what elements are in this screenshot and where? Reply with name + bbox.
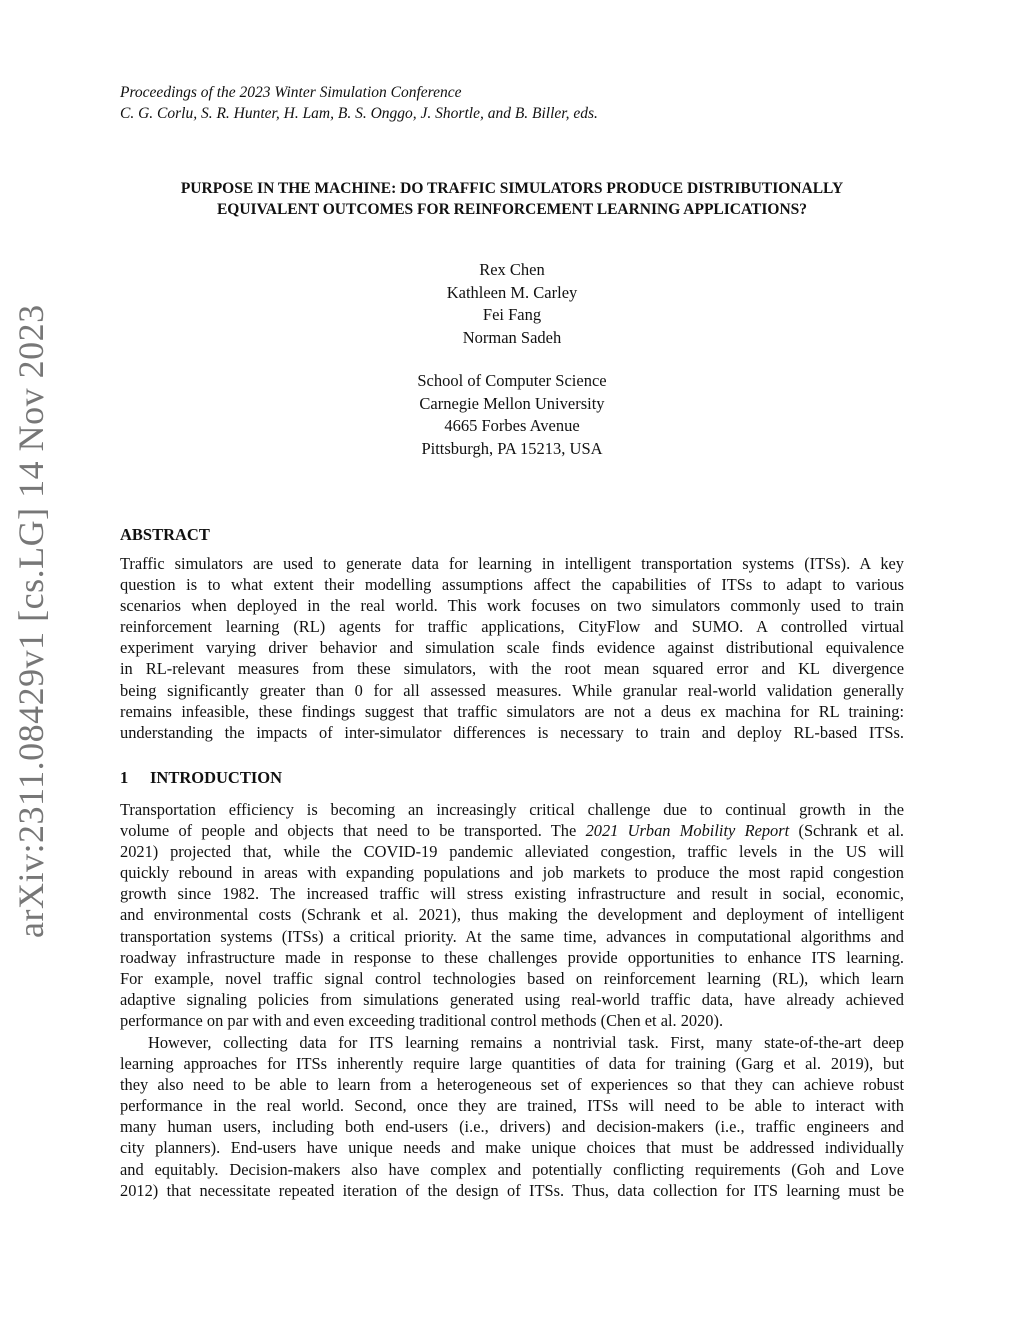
abstract-line: scenarios when deployed in the real world. This work focuses on two simulators commonly used to train [120,596,904,616]
paragraph-line: Transportation efficiency is becoming an increasingly critical challenge due to continual growth in the [120,800,904,819]
affiliation-line: School of Computer Science [417,371,607,390]
paragraph-line: and equitably. Decision-makers also have complex and potentially conflicting requirements (Goh and Love [120,1159,904,1179]
arxiv-identifier-stamp: arXiv:2311.08429v1 [cs.LG] 14 Nov 2023 [11,304,51,938]
introduction-paragraph-2 [120,1032,904,1201]
paragraph-line: 2021) projected that, while the COVID-19 pandemic alleviated congestion, traffic levels in the US will [120,842,904,862]
abstract-line: remains infeasible, these findings suggest that traffic simulators are not a deus ex machina for RL training: [120,701,904,721]
paper-title-line-2: EQUIVALENT OUTCOMES FOR REINFORCEMENT LEARNING APPLICATIONS? [216,201,808,218]
paragraph-line: they also need to be able to learn from a heterogeneous set of experiences so that they can achieve robust [120,1075,904,1095]
paragraph-line: 2012) that necessitate repeated iteration of the design of ITSs. Thus, data collection for ITS learning must be [120,1180,904,1200]
abstract-line: reinforcement learning (RL) agents for traffic applications, CityFlow and SUMO. A controlled virtual [120,617,904,637]
introduction-paragraph-1 [120,799,904,1031]
affiliation-line: 4665 Forbes Avenue [444,416,580,436]
affiliation-line: Carnegie Mellon University [419,393,605,413]
paragraph-line: performance in the real world. Second, once they are trained, ITSs will need to be able to interact with [120,1096,904,1116]
text-segment: volume of people and objects that need to be transported. The [120,821,586,841]
abstract-line: understanding the impacts of inter-simulator differences is necessary to train and deploy RL-based ITSs. [120,722,904,742]
paper-title-line-1: PURPOSE IN THE MACHINE: DO TRAFFIC SIMULATORS PRODUCE DISTRIBUTIONALLY [180,180,844,197]
paragraph-line: performance on par with and even exceeding traditional control methods (Chen et al. 2020). [120,1010,724,1030]
proceedings-editors: C. G. Corlu, S. R. Hunter, H. Lam, B. S. Onggo, J. Shortle, and B. Biller, eds. [120,105,598,122]
report-title-italic: 2021 Urban Mobility Report [585,821,790,841]
abstract-body [120,553,904,743]
paragraph-line: For example, novel traffic signal control technologies based on reinforcement learning (RL), which learn [120,968,904,988]
abstract-line: being significantly greater than 0 for all assessed measures. While granular real-world validation generally [120,680,904,700]
paragraph-line: many human users, including both end-users (i.e., drivers) and decision-makers (i.e., traffic engineers and [120,1117,904,1137]
affiliation-line: Pittsburgh, PA 15213, USA [421,439,603,459]
paragraph-line: However, collecting data for ITS learning remains a nontrivial task. First, many state-of-the-art deep [148,1033,904,1052]
abstract-line: question is to what extent their modelling assumptions affect the capabilities of ITSs to adapt to various [120,575,904,595]
proceedings-conference: Proceedings of the 2023 Winter Simulation Conference [120,84,462,101]
author-name: Kathleen M. Carley [446,282,578,302]
paragraph-line: growth since 1982. The increased traffic will stress existing infrastructure and result in social, economic, [120,884,904,904]
abstract-line: Traffic simulators are used to generate data for learning in intelligent transportation systems (ITSs). A key [120,554,904,573]
paragraph-line: roadway infrastructure made in response to these challenges provide opportunities to enhance ITS learning. [120,947,904,967]
paragraph-line: transportation systems (ITSs) a critical priority. At the same time, advances in computational algorithms and [120,926,904,946]
author-list [120,259,904,350]
author-name: Rex Chen [479,260,545,279]
paper-title [120,178,904,220]
section-number: 1 [120,768,129,787]
author-name: Norman Sadeh [462,328,562,348]
abstract-heading: ABSTRACT [120,525,210,544]
section-title: INTRODUCTION [150,768,283,787]
affiliation-block [120,370,904,461]
author-name: Fei Fang [482,305,542,325]
paragraph-line: adaptive signaling policies from simulations generated using real-world traffic data, have already achieved [120,989,904,1009]
proceedings-header [120,82,598,124]
paragraph-line: city planners). End-users have unique needs and make unique choices that must be addressed individually [120,1138,904,1158]
abstract-line: in RL-relevant measures from these simulators, with the root mean squared error and KL divergence [120,659,904,679]
paragraph-line: and environmental costs (Schrank et al. 2021), thus making the development and deployment of intelligent [120,905,904,925]
paragraph-line: quickly rebound in areas with expanding populations and job markets to produce the most rapid congestion [120,863,904,883]
text-segment: (Schrank et al. [789,821,904,841]
abstract-line: experiment varying driver behavior and simulation scale finds evidence against distributional equivalence [120,638,904,658]
paragraph-line-with-citation [120,820,904,841]
paragraph-line: learning approaches for ITSs inherently require large quantities of data for training (Garg et al. 2019), but [120,1054,904,1074]
introduction-heading [120,767,282,788]
